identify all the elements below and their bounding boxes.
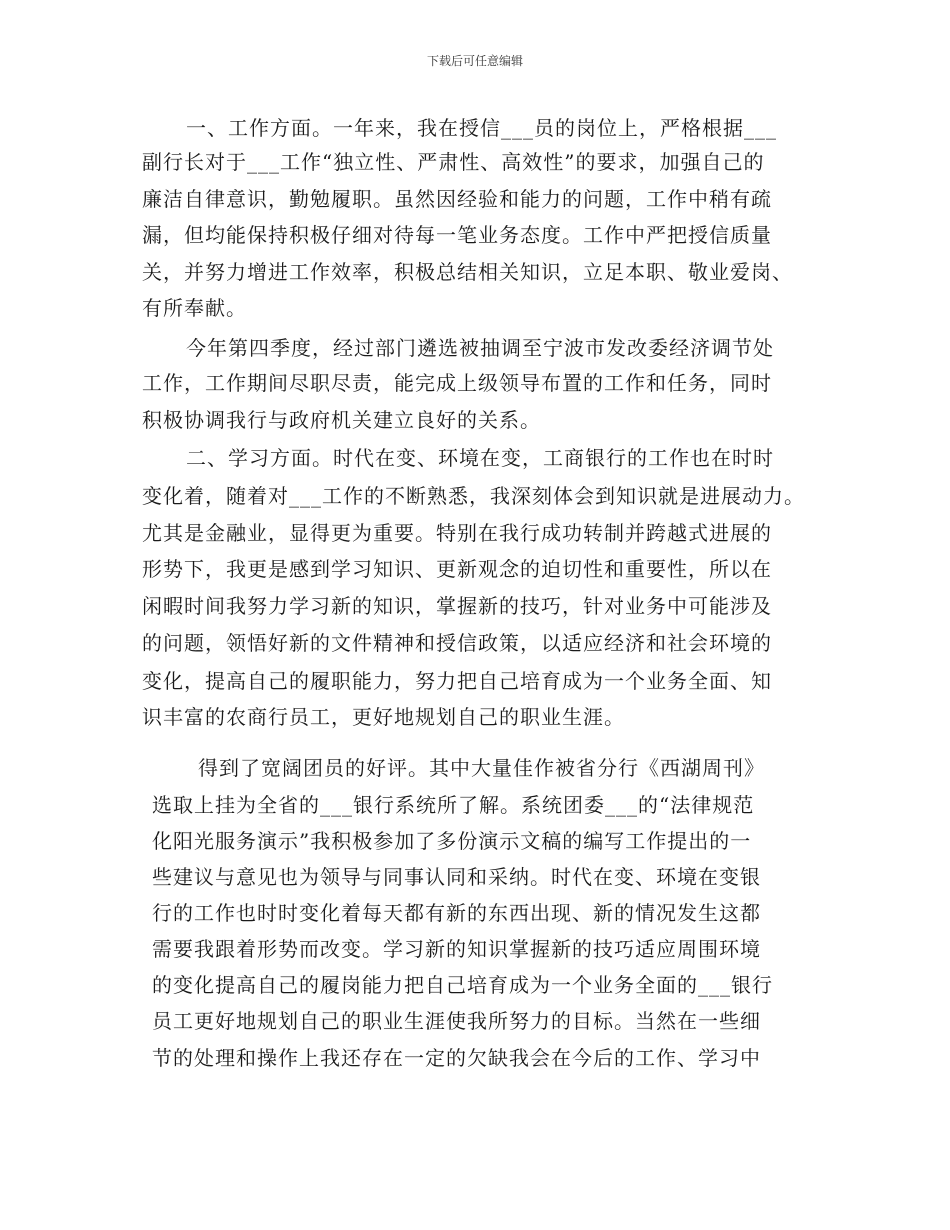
text-line: 员工更好地规划自己的职业生涯使我所努力的目标。当然在一些细 <box>152 1009 761 1033</box>
page-header: 下载后可任意编辑 <box>426 54 523 68</box>
text-line: 副行长对于___工作“独立性、严肃性、高效性”的要求，加强自己的 <box>142 150 765 174</box>
text-line: 的问题，领悟好新的文件精神和授信政策，以适应经济和社会环境的 <box>142 631 772 655</box>
text-line: 选取上挂为全省的___银行系统所了解。系统团委___的“法律规范 <box>152 793 755 817</box>
text-line: 化阳光服务演示”我积极参加了多份演示文稿的编写工作提出的一 <box>152 829 752 853</box>
text-line: 识丰富的农商行员工，更好地规划自己的职业生涯。 <box>142 705 625 729</box>
text-line: 积极协调我行与政府机关建立良好的关系。 <box>142 408 541 432</box>
text-line: 廉洁自律意识，勤勉履职。虽然因经验和能力的问题，工作中稍有疏 <box>142 187 772 211</box>
text-line: 变化着，随着对___工作的不断熟悉，我深刻体会到知识就是进展动力。 <box>142 484 805 508</box>
text-line: 闲暇时间我努力学习新的知识，掌握新的技巧，针对业务中可能涉及 <box>142 594 772 618</box>
text-line: 形势下，我更是感到学习知识、更新观念的迫切性和重要性，所以在 <box>142 557 772 581</box>
text-line: 工作，工作期间尽职尽责，能完成上级领导布置的工作和任务，同时 <box>142 371 772 395</box>
text-line: 的变化提高自己的履岗能力把自己培育成为一个业务全面的___银行 <box>152 973 773 997</box>
text-line: 一、工作方面。一年来，我在授信___员的岗位上，严格根据___ <box>186 116 777 140</box>
text-line: 尤其是金融业，显得更为重要。特别在我行成功转制并跨越式进展的 <box>142 521 772 545</box>
text-line: 行的工作也时时变化着每天都有新的东西出现、新的情况发生这都 <box>152 901 761 925</box>
text-line: 变化，提高自己的履职能力，努力把自己培育成为一个业务全面、知 <box>142 669 772 693</box>
text-line: 今年第四季度，经过部门遴选被抽调至宁波市发改委经济调节处 <box>186 336 774 360</box>
text-line: 些建议与意见也为领导与同事认同和采纳。时代在变、环境在变银 <box>152 865 761 889</box>
text-line: 有所奉献。 <box>142 296 247 320</box>
text-line: 需要我跟着形势而改变。学习新的知识掌握新的技巧适应周围环境 <box>152 937 761 961</box>
text-line: 得到了宽阔团员的好评。其中大量佳作被省分行《西湖周刊》 <box>198 756 765 780</box>
text-line: 节的处理和操作上我还存在一定的欠缺我会在今后的工作、学习中 <box>152 1046 761 1070</box>
text-line: 漏，但均能保持积极仔细对待每一笔业务态度。工作中严把授信质量 <box>142 223 772 247</box>
text-line: 二、学习方面。时代在变、环境在变，工商银行的工作也在时时 <box>186 446 774 470</box>
text-line: 关，并努力增进工作效率，积极总结相关知识，立足本职、敬业爱岗、 <box>142 260 793 284</box>
